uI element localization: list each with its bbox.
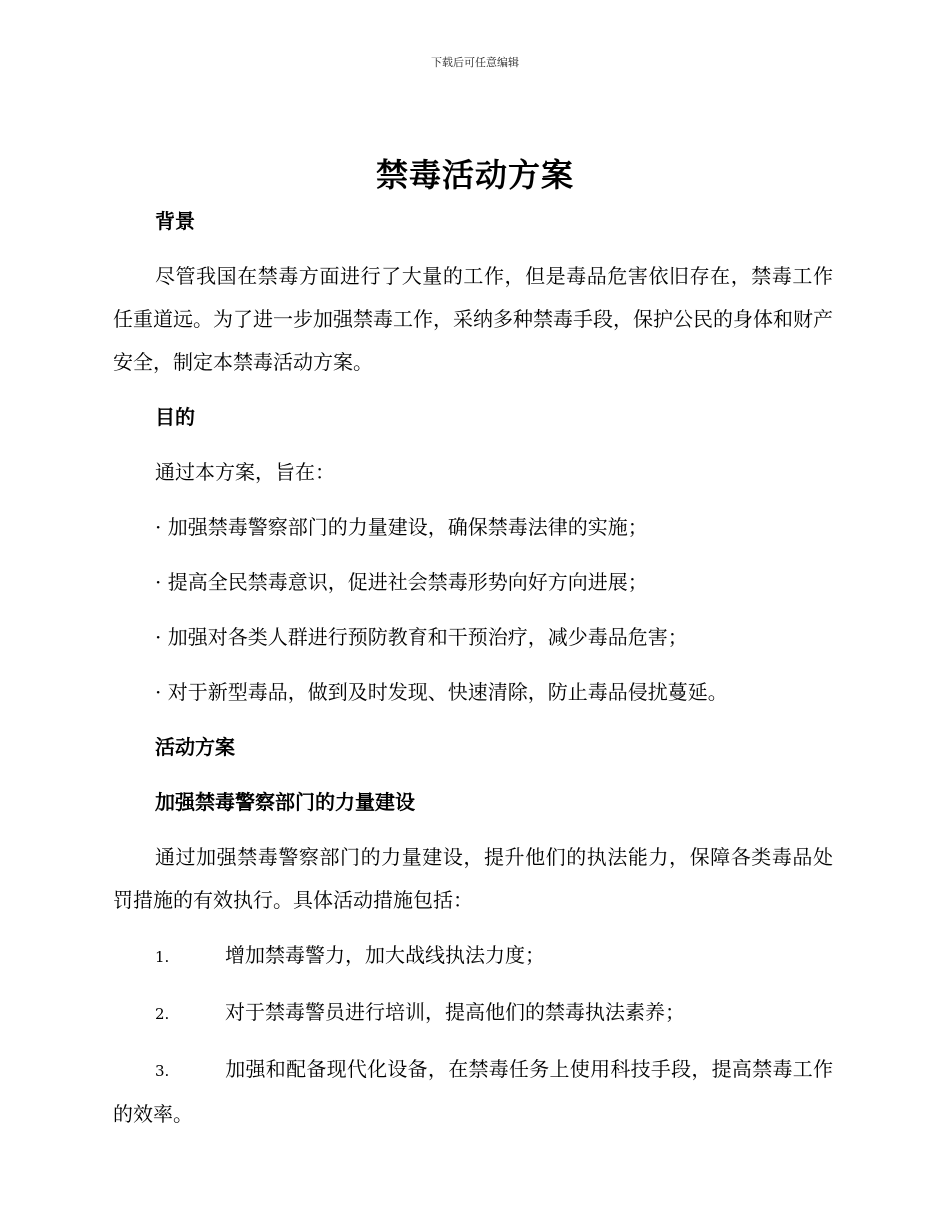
purpose-bullet: · 提高全民禁毒意识，促进社会禁毒形势向好方向进展； [155, 570, 648, 594]
plan-paragraph: 通过加强禁毒警察部门的力量建设，提升他们的执法能力，保障各类毒品处罚措施的有效执行。具体活动措施包括： [113, 845, 833, 912]
plan-subheading: 加强禁毒警察部门的力量建设 [155, 790, 415, 814]
numbered-item [113, 934, 833, 979]
numbered-item [113, 991, 833, 1036]
item-number: 2. [155, 1005, 170, 1023]
background-paragraph: 尽管我国在禁毒方面进行了大量的工作，但是毒品危害依旧存在，禁毒工作任重道远。为了进一步加强禁毒工作，采纳多种禁毒手段，保护公民的身体和财产安全，制定本禁毒活动方案。 [113, 264, 833, 374]
document-title: 禁毒活动方案 [375, 156, 574, 194]
item-number: 1. [155, 948, 170, 966]
item-text: 加强和配备现代化设备，在禁毒任务上使用科技手段，提高禁毒工作的效率。 [113, 1057, 833, 1126]
header-note: 下载后可任意编辑 [431, 56, 519, 69]
item-text: 增加禁毒警力，加大战线执法力度； [225, 943, 545, 967]
purpose-bullet: · 对于新型毒品，做到及时发现、快速清除，防止毒品侵扰蔓延。 [155, 680, 728, 704]
purpose-bullet: · 加强禁毒警察部门的力量建设，确保禁毒法律的实施； [155, 515, 648, 539]
section-heading-background: 背景 [155, 209, 195, 233]
purpose-intro: 通过本方案，旨在： [155, 460, 335, 484]
item-text: 对于禁毒警员进行培训，提高他们的禁毒执法素养； [225, 1000, 685, 1024]
section-heading-purpose: 目的 [155, 405, 195, 429]
purpose-bullet: · 加强对各类人群进行预防教育和干预治疗，减少毒品危害； [155, 625, 688, 649]
document-body [113, 200, 833, 1136]
item-number: 3. [155, 1062, 170, 1080]
section-heading-plan: 活动方案 [155, 735, 235, 759]
numbered-item [113, 1048, 833, 1136]
